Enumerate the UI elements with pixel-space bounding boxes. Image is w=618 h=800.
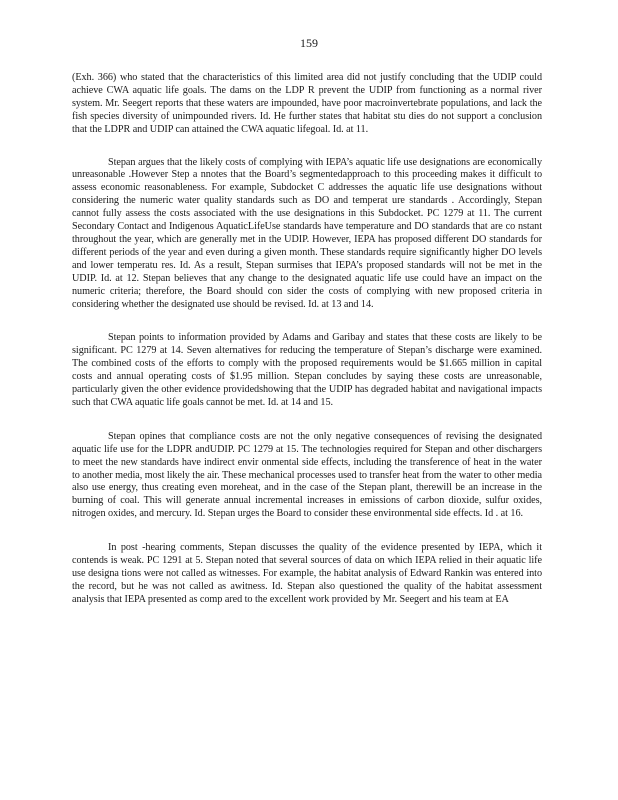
document-body bbox=[72, 72, 542, 620]
paragraph-compliance-costs: Stepan points to information provided by Adams and Garibay and states that these costs are likely to be significant. PC 1279 at 14. Seven alternatives for reducing the temperature of Stepan’s discharge were examined. The combined costs of the efforts to comply with the proposed requirements would be $1.665 million in capital costs and annual operating costs of $1.95 million. Stepan concludes by saying these costs are unreasonable, particularly given the other evidence providedshowing that the UDIP has degraded habitat and navigational impacts such that CWA aquatic life goals cannot be met. Id. at 14 and 15. bbox=[72, 332, 542, 408]
page-number: 159 bbox=[300, 36, 318, 50]
paragraph-environmental-side-effects: Stepan opines that compliance costs are not the only negative consequences of revising the designated aquatic life use for the LDPR andUDIP. PC 1279 at 15. The technologies required for Stepan and other dischargers to meet the new standards have indirect envir onmental side effects, including the transference of heat in the water to another media, most likely the air. These mechanical processes used to transfer heat from the water to other media also use energy, thus creating even moreheat, and in the case of the Stepan plant, therewill be an increase in the burning of coal. This will generate annual incremental increases in emissions of carbon dioxide, sulfur oxides, nitrogen oxides, and mercury. Id. Stepan urges the Board to consider these environmental side effects. Id . at 16. bbox=[72, 430, 542, 520]
paragraph-economic-reasonableness: Stepan argues that the likely costs of complying with IEPA’s aquatic life use designations are economically unreasonable .However Step a nnotes that the Board’s segmentedapproach to this proceeding makes it difficult to assess economic reasonableness. For example, Subdocket C addresses the aquatic life use designations without considering the numeric water quality standards such as DO and temperat ure standards . Accordingly, Stepan cannot fully assess the costs associated with the use designations in this Subdocket. PC 1279 at 11. The current Secondary Contact and Indigenous AquaticLifeUse standards have temperature and DO standards that are co nstant throughout the year, which are generally met in the UDIP. However, IEPA has proposed different DO standards for different periods of the year and even during a given month. These standards require significantly higher DO levels and lower temperatu res. Id. As a result, Stepan surmises that IEPA’s proposed standards will not be met in the UDIP. Id. at 12. Stepan believes that any change to the designated aquatic life use could have an impact on the numeric criteria; therefore, the Board should con sider the costs of complying with new proposed criteria in considering whether the designated use should be revised. Id. at 13 and 14. bbox=[72, 156, 542, 310]
paragraph-continuation: (Exh. 366) who stated that the characteristics of this limited area did not justify concluding that the UDIP could achieve CWA aquatic life goals. The dams on the LDP R prevent the UDIP from functioning as a normal river system. Mr. Seegert reports that these waters are impounded, have poor macroinvertebrate populations, and lack the fish species diversity of unimpounded rivers. Id. He further states that habitat stu dies do not support a conclusion that the LDPR and UDIP can attained the CWA aquatic lifegoal. Id. at 11. bbox=[72, 72, 542, 135]
paragraph-evidence-quality: In post -hearing comments, Stepan discusses the quality of the evidence presented by IEPA, which it contends is weak. PC 1291 at 5. Stepan noted that several sources of data on which IEPA relied in their aquatic life use designa tions were not called as witnesses. For example, the habitat analysis of Edward Rankin was entered into the record, but he was not called as awitness. Id. Stepan also questioned the quality of the habitat assessment analysis that IEPA presented as comp ared to the excellent work provided by Mr. Seegert and his team at EA bbox=[72, 542, 542, 605]
